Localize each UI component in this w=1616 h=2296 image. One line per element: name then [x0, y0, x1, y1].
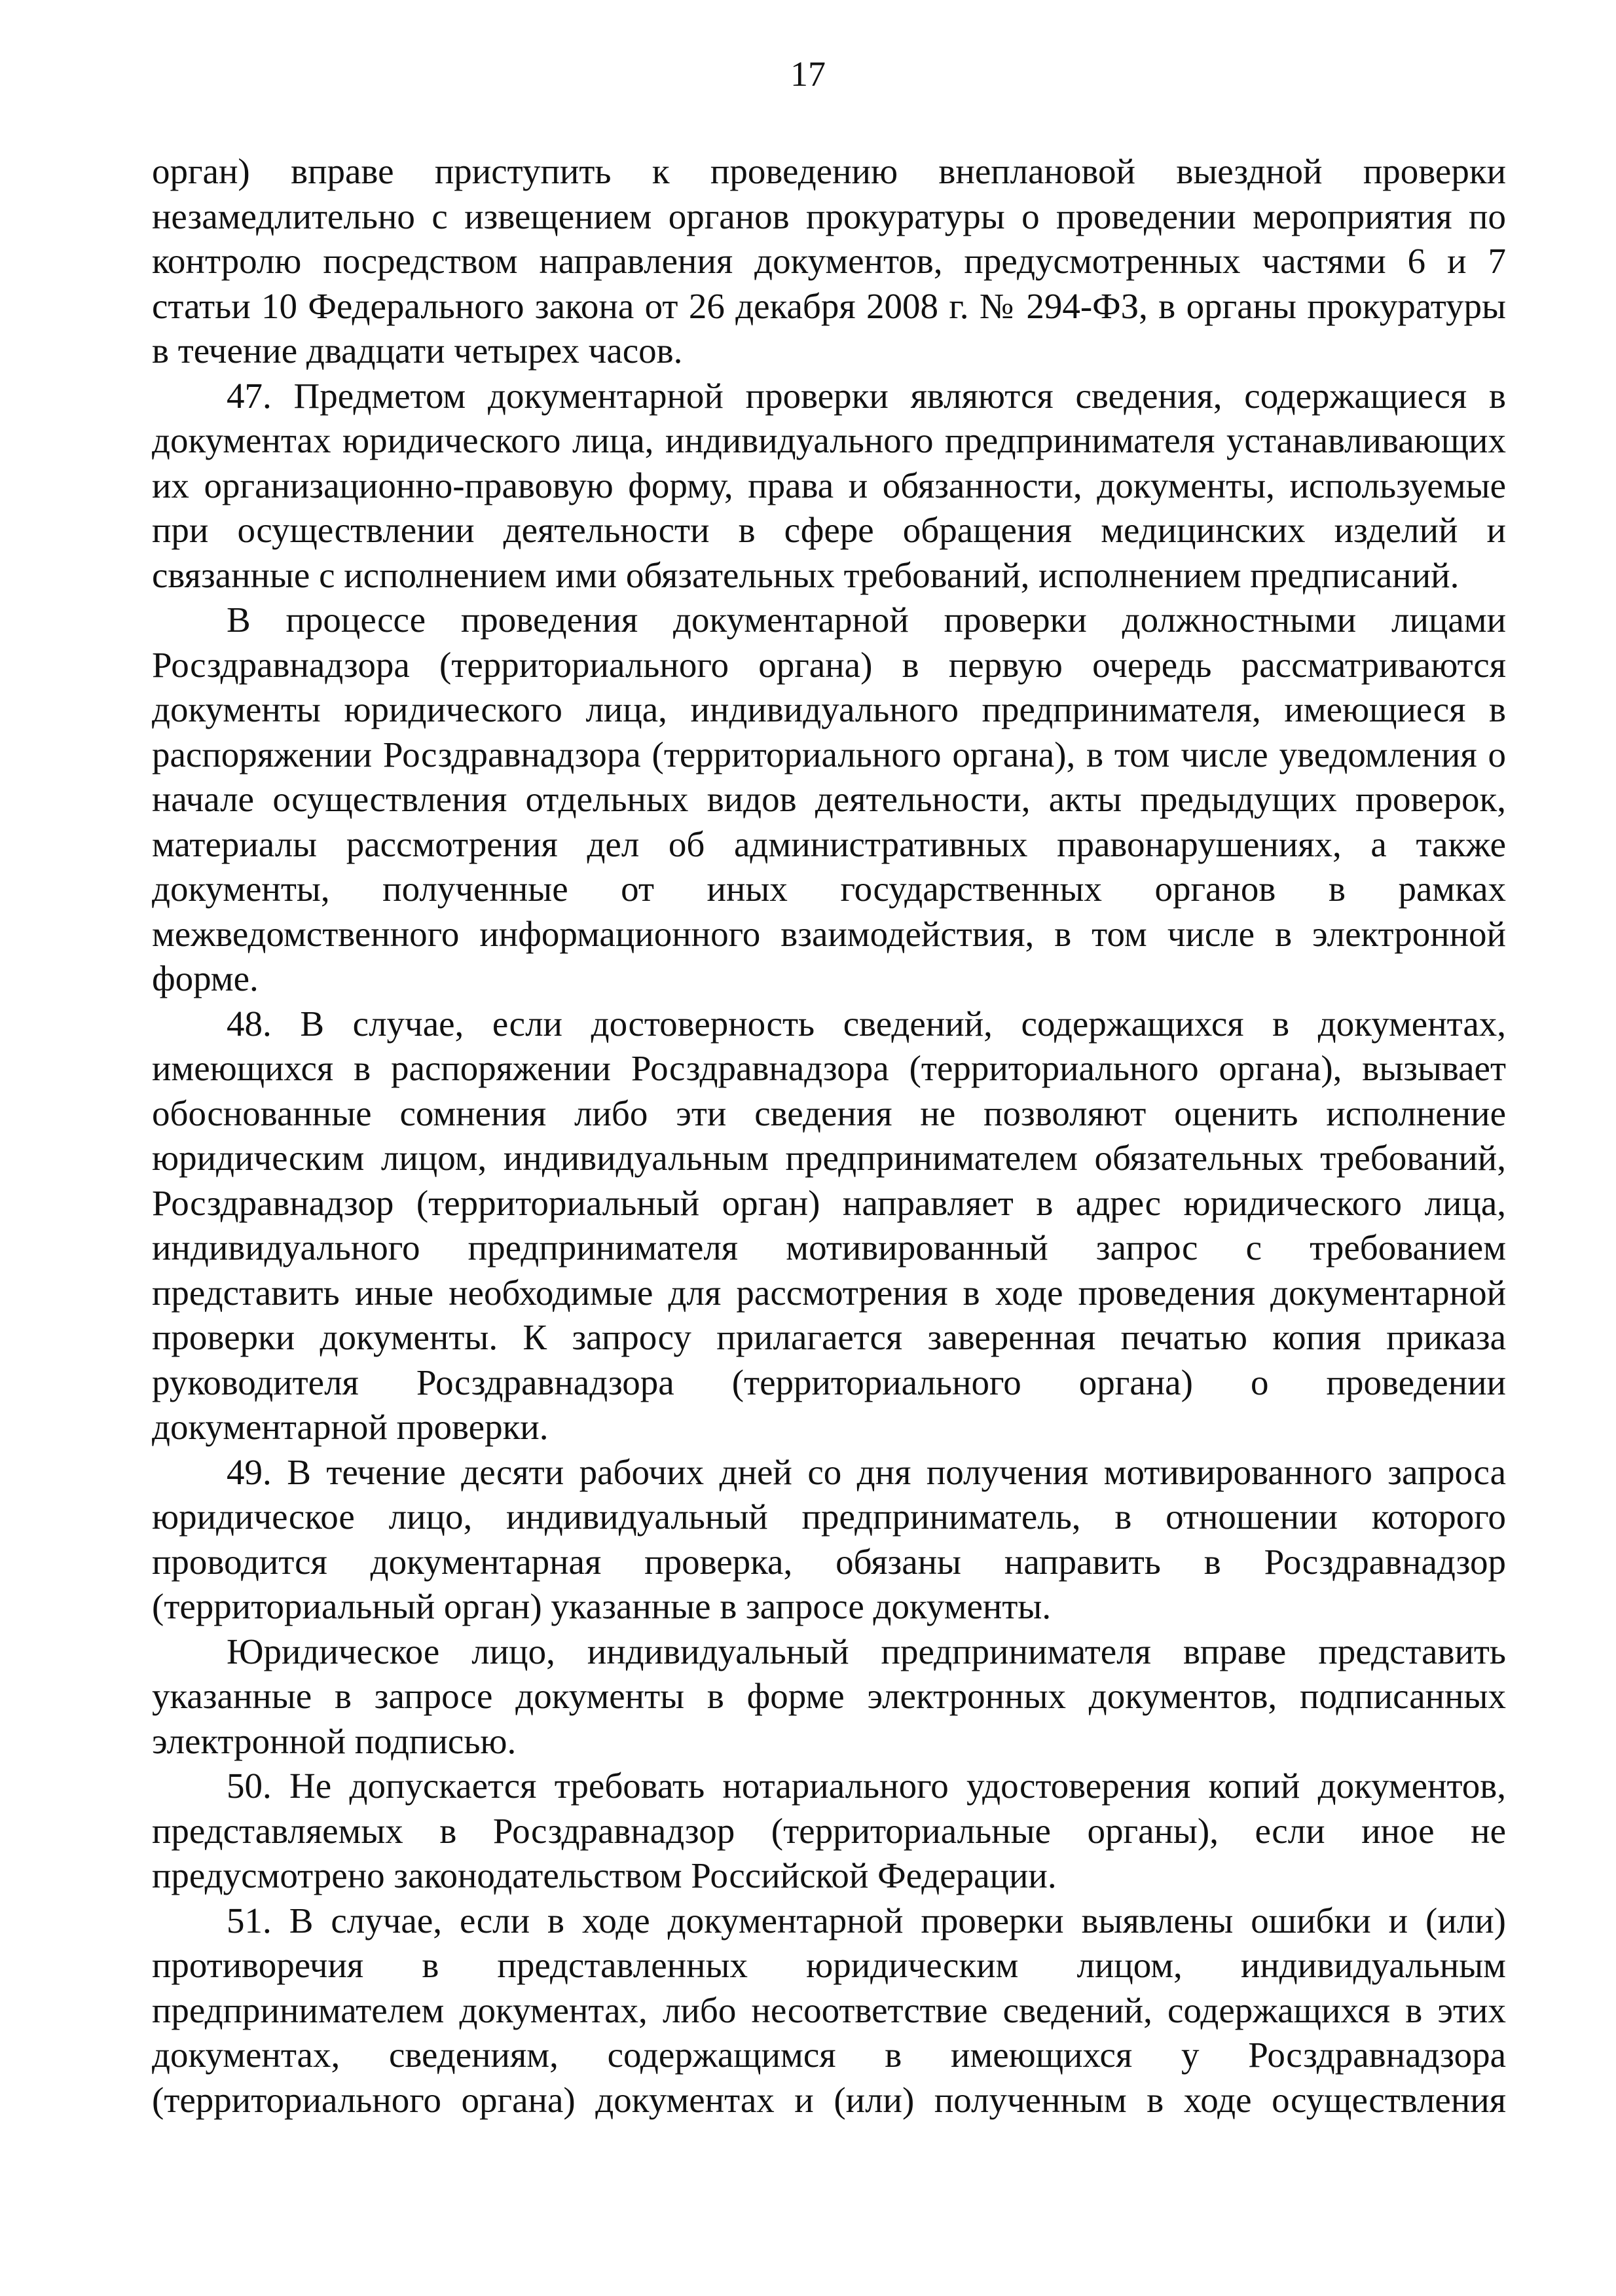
paragraph-48: 48. В случае, если достоверность сведений, содержащихся в документах, имеющихся в распоряжении Росздравнадзора (территориального органа), вызывает обоснованные сомнения либо эти сведения не позволяют оценить исполнение юридическим лицом, индивидуальным предпринимателем обязательных требований, Росздравнадзор (территориальный орган) направляет в адрес юридического лица, индивидуального предпринимателя мотивированный запрос с требованием представить иные необходимые для рассмотрения в ходе проведения документарной проверки документы. К запросу прилагается заверенная печатью копия приказа руководителя Росздравнадзора (территориального органа) о проведении документарной проверки.	[152, 1003, 1506, 1447]
paragraph-49: 49. В течение десяти рабочих дней со дня получения мотивированного запроса юридическое лицо, индивидуальный предприниматель, в отношении которого проводится документарная проверка, обязаны направить в Росздравнадзор (территориальный орган) указанные в запросе документы.	[152, 1451, 1506, 1626]
page-number: 17	[790, 54, 826, 94]
document-body	[152, 149, 1506, 2123]
paragraph-47: 47. Предметом документарной проверки являются сведения, содержащиеся в документах юридического лица, индивидуального предпринимателя устанавливающих их организационно-правовую форму, права и обязанности, документы, используемые при осуществлении деятельности в сфере обращения медицинских изделий и связанные с исполнением ими обязательных требований, исполнением предписаний.	[152, 375, 1506, 595]
paragraph-49-electronic-documents: Юридическое лицо, индивидуальный предпринимателя вправе представить указанные в запросе документы в форме электронных документов, подписанных электронной подписью.	[152, 1631, 1506, 1761]
paragraph-50: 50. Не допускается требовать нотариального удостоверения копий документов, представляемых в Росздравнадзор (территориальные органы), если иное не предусмотрено законодательством Российской Федерации.	[152, 1766, 1506, 1895]
paragraph-47-document-review: В процессе проведения документарной проверки должностными лицами Росздравнадзора (территориального органа) в первую очередь рассматриваются документы юридического лица, индивидуального предпринимателя, имеющиеся в распоряжении Росздравнадзора (территориального органа), в том числе уведомления о начале осуществления отдельных видов деятельности, акты предыдущих проверок, материалы рассмотрения дел об административных правонарушениях, а также документы, полученные от иных государственных органов в рамках межведомственного информационного взаимодействия, в том числе в электронной форме.	[152, 600, 1506, 998]
paragraph-continuation: орган) вправе приступить к проведению внеплановой выездной проверки незамедлительно с извещением органов прокуратуры о проведении мероприятия по контролю посредством направления документов, предусмотренных частями 6 и 7 статьи 10 Федерального закона от 26 декабря 2008 г. № 294-ФЗ, в органы прокуратуры в течение двадцати четырех часов.	[152, 151, 1506, 371]
paragraph-51: 51. В случае, если в ходе документарной проверки выявлены ошибки и (или) противоречия в представленных юридическим лицом, индивидуальным предпринимателем документах, либо несоответствие сведений, содержащихся в этих документах, сведениям, содержащимся в имеющихся у Росздравнадзора (территориального органа) документах и (или) полученным в ходе осуществления	[152, 1900, 1506, 2120]
